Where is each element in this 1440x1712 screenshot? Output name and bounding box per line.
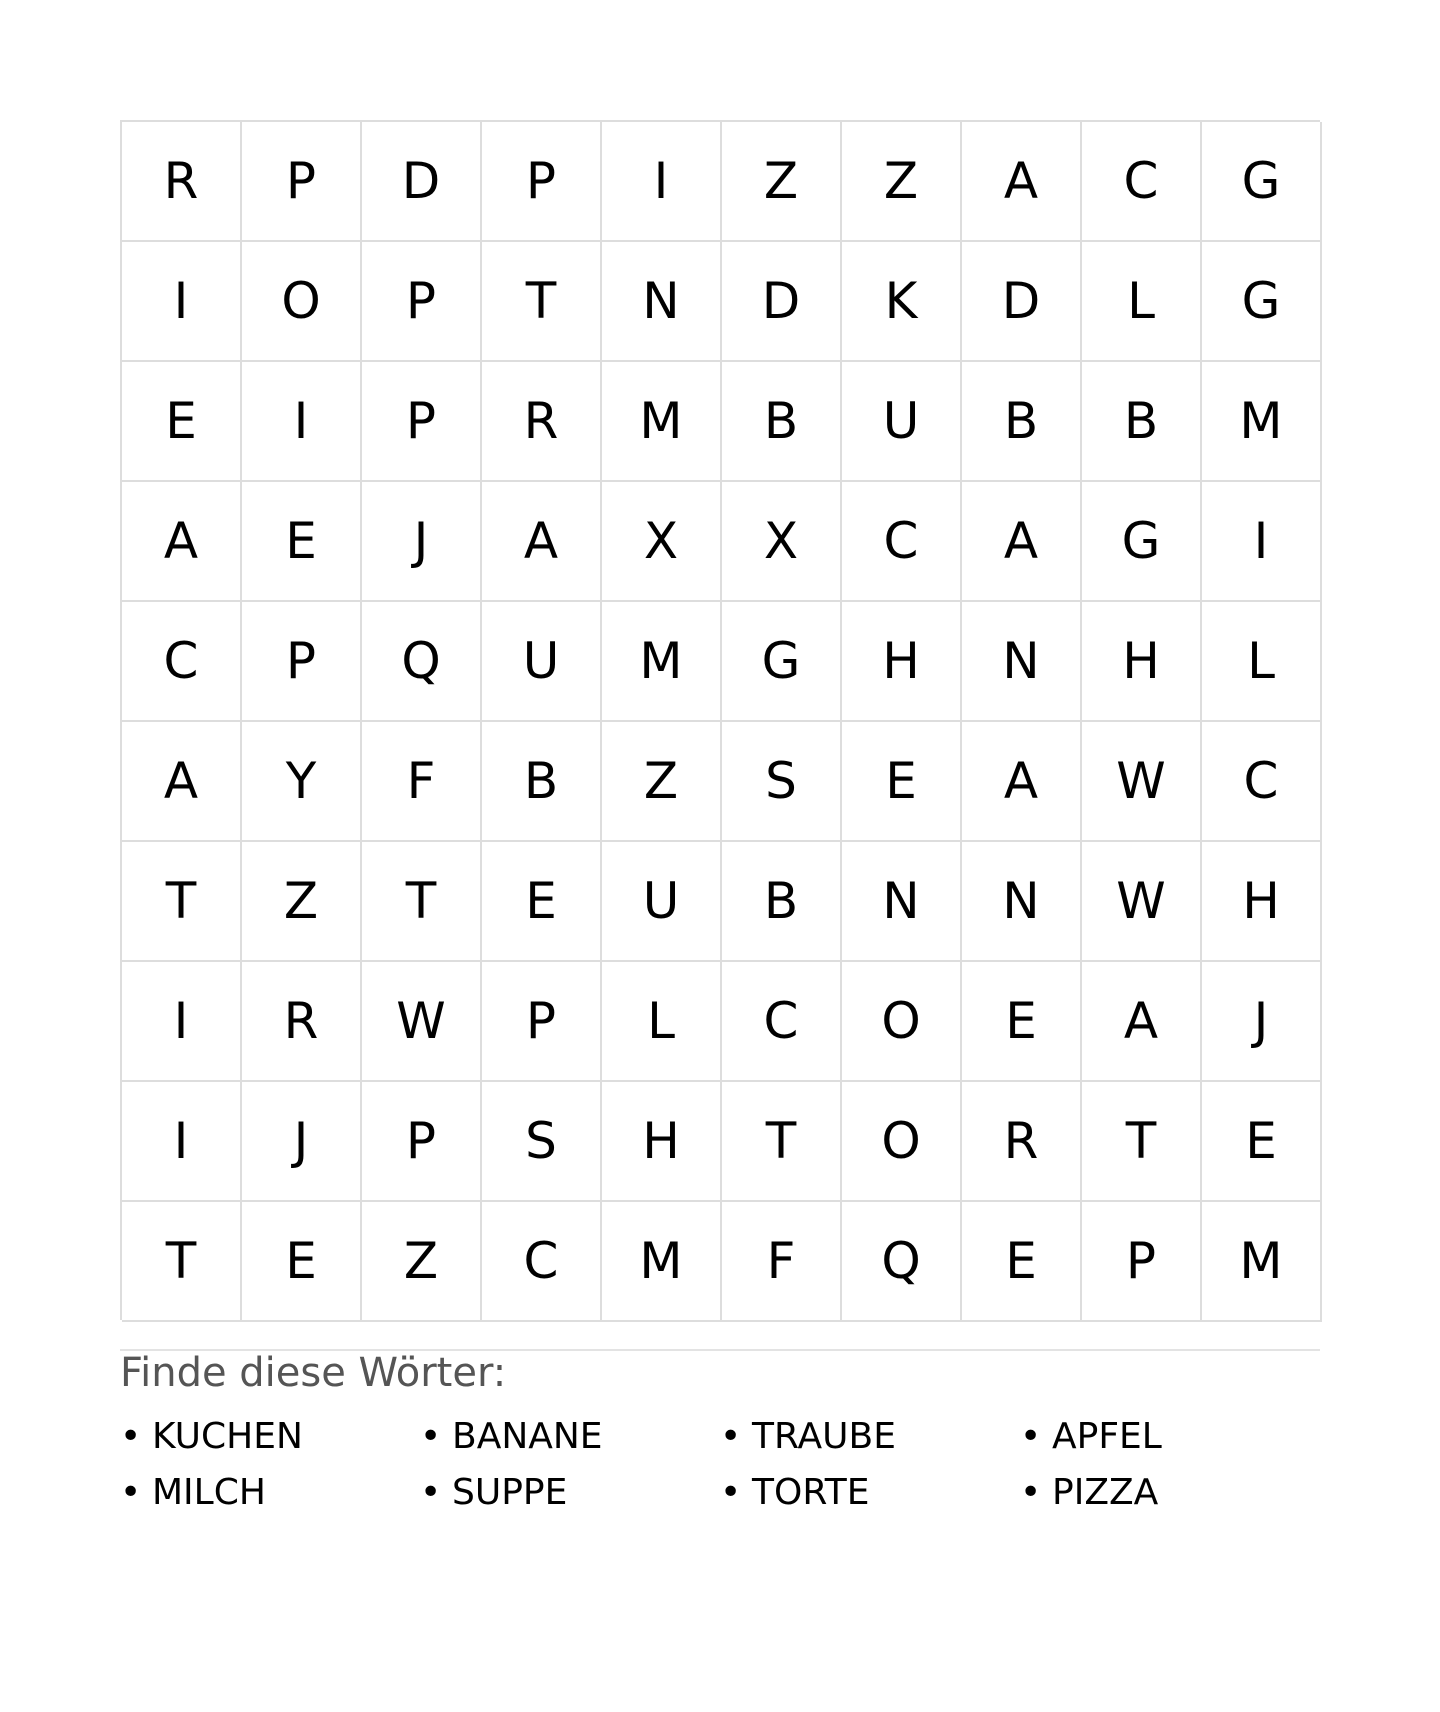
word-label: APFEL xyxy=(1052,1415,1162,1457)
grid-cell[interactable]: Y xyxy=(242,722,362,842)
grid-cell[interactable]: C xyxy=(722,962,842,1082)
grid-cell[interactable]: W xyxy=(362,962,482,1082)
grid-cell[interactable]: Q xyxy=(842,1202,962,1322)
grid-cell[interactable]: O xyxy=(842,962,962,1082)
grid-cell[interactable]: P xyxy=(362,242,482,362)
grid-cell[interactable]: R xyxy=(122,122,242,242)
bullet-icon: • xyxy=(120,1415,142,1457)
grid-cell[interactable]: Q xyxy=(362,602,482,722)
grid-cell[interactable]: P xyxy=(482,122,602,242)
grid-cell[interactable]: J xyxy=(242,1082,362,1202)
grid-cell[interactable]: D xyxy=(722,242,842,362)
grid-cell[interactable]: F xyxy=(722,1202,842,1322)
grid-cell[interactable]: A xyxy=(122,482,242,602)
grid-cell[interactable]: A xyxy=(1082,962,1202,1082)
word-label: TORTE xyxy=(752,1471,870,1513)
grid-cell[interactable]: T xyxy=(722,1082,842,1202)
grid-cell[interactable]: A xyxy=(962,722,1082,842)
bullet-icon: • xyxy=(1020,1415,1042,1457)
word-list-item xyxy=(120,1408,420,1464)
grid-cell[interactable]: C xyxy=(1082,122,1202,242)
grid-cell[interactable]: D xyxy=(962,242,1082,362)
grid-cell[interactable]: P xyxy=(482,962,602,1082)
bullet-icon: • xyxy=(720,1471,742,1513)
grid-cell[interactable]: Z xyxy=(242,842,362,962)
grid-cell[interactable]: E xyxy=(242,482,362,602)
grid-cell[interactable]: H xyxy=(1202,842,1322,962)
grid-cell[interactable]: O xyxy=(842,1082,962,1202)
grid-cell[interactable]: A xyxy=(962,122,1082,242)
bullet-icon: • xyxy=(720,1415,742,1457)
grid-cell[interactable]: H xyxy=(602,1082,722,1202)
grid-cell[interactable]: L xyxy=(1082,242,1202,362)
grid-cell[interactable]: B xyxy=(962,362,1082,482)
grid-cell[interactable]: U xyxy=(842,362,962,482)
grid-cell[interactable]: E xyxy=(242,1202,362,1322)
grid-cell[interactable]: Z xyxy=(842,122,962,242)
grid-cell[interactable]: G xyxy=(1202,242,1322,362)
word-list-item xyxy=(720,1408,1020,1464)
grid-cell[interactable]: E xyxy=(122,362,242,482)
word-list-item xyxy=(420,1408,720,1464)
grid-cell[interactable]: P xyxy=(362,362,482,482)
word-label: MILCH xyxy=(152,1471,266,1513)
grid-cell[interactable]: B xyxy=(1082,362,1202,482)
word-label: SUPPE xyxy=(452,1471,568,1513)
grid-cell[interactable]: X xyxy=(602,482,722,602)
grid-cell[interactable]: M xyxy=(602,1202,722,1322)
grid-cell[interactable]: Z xyxy=(722,122,842,242)
grid-cell[interactable]: L xyxy=(602,962,722,1082)
grid-cell[interactable]: C xyxy=(1202,722,1322,842)
grid-cell[interactable]: A xyxy=(482,482,602,602)
grid-cell[interactable]: G xyxy=(1202,122,1322,242)
grid-cell[interactable]: I xyxy=(1202,482,1322,602)
word-label: BANANE xyxy=(452,1415,603,1457)
grid-cell[interactable]: J xyxy=(362,482,482,602)
grid-cell[interactable]: D xyxy=(362,122,482,242)
letter-grid xyxy=(120,120,1320,1320)
grid-cell[interactable]: T xyxy=(122,1202,242,1322)
word-list xyxy=(120,1408,1320,1520)
grid-cell[interactable]: M xyxy=(1202,1202,1322,1322)
grid-cell[interactable]: I xyxy=(602,122,722,242)
grid-cell[interactable]: E xyxy=(962,962,1082,1082)
grid-cell[interactable]: P xyxy=(242,122,362,242)
word-label: TRAUBE xyxy=(752,1415,896,1457)
grid-cell[interactable]: W xyxy=(1082,842,1202,962)
grid-cell[interactable]: O xyxy=(242,242,362,362)
grid-cell[interactable]: H xyxy=(1082,602,1202,722)
grid-cell[interactable]: E xyxy=(1202,1082,1322,1202)
grid-cell[interactable]: T xyxy=(122,842,242,962)
grid-cell[interactable]: R xyxy=(242,962,362,1082)
grid-cell[interactable]: E xyxy=(482,842,602,962)
bullet-icon: • xyxy=(420,1415,442,1457)
grid-cell[interactable]: T xyxy=(482,242,602,362)
grid-cell[interactable]: T xyxy=(362,842,482,962)
grid-cell[interactable]: A xyxy=(122,722,242,842)
grid-cell[interactable]: R xyxy=(482,362,602,482)
grid-cell[interactable]: H xyxy=(842,602,962,722)
grid-cell[interactable]: Z xyxy=(362,1202,482,1322)
word-list-item xyxy=(1020,1408,1320,1464)
grid-cell[interactable]: R xyxy=(962,1082,1082,1202)
word-list-item xyxy=(720,1464,1020,1520)
grid-cell[interactable]: E xyxy=(962,1202,1082,1322)
grid-cell[interactable]: I xyxy=(242,362,362,482)
grid-cell[interactable]: P xyxy=(1082,1202,1202,1322)
grid-cell[interactable]: Z xyxy=(602,722,722,842)
word-list-item xyxy=(1020,1464,1320,1520)
grid-cell[interactable]: N xyxy=(962,602,1082,722)
grid-cell[interactable]: U xyxy=(602,842,722,962)
grid-cell[interactable]: B xyxy=(722,362,842,482)
grid-cell[interactable]: U xyxy=(482,602,602,722)
grid-cell[interactable]: T xyxy=(1082,1082,1202,1202)
word-list-item xyxy=(420,1464,720,1520)
grid-cell[interactable]: G xyxy=(722,602,842,722)
grid-cell[interactable]: L xyxy=(1202,602,1322,722)
grid-cell[interactable]: A xyxy=(962,482,1082,602)
word-list-item xyxy=(120,1464,420,1520)
grid-cell[interactable]: E xyxy=(842,722,962,842)
grid-cell[interactable]: B xyxy=(482,722,602,842)
word-label: KUCHEN xyxy=(152,1415,303,1457)
word-label: PIZZA xyxy=(1052,1471,1159,1513)
grid-cell[interactable]: X xyxy=(722,482,842,602)
grid-cell[interactable]: G xyxy=(1082,482,1202,602)
grid-cell[interactable]: I xyxy=(122,962,242,1082)
grid-cell[interactable]: K xyxy=(842,242,962,362)
grid-cell[interactable]: S xyxy=(722,722,842,842)
grid-cell[interactable]: C xyxy=(482,1202,602,1322)
grid-cell[interactable]: P xyxy=(362,1082,482,1202)
grid-cell[interactable]: N xyxy=(962,842,1082,962)
grid-cell[interactable]: W xyxy=(1082,722,1202,842)
grid-cell[interactable]: J xyxy=(1202,962,1322,1082)
bullet-icon: • xyxy=(420,1471,442,1513)
grid-cell[interactable]: F xyxy=(362,722,482,842)
word-list-heading: Finde diese Wörter: xyxy=(120,1350,507,1396)
grid-cell[interactable]: C xyxy=(122,602,242,722)
grid-cell[interactable]: N xyxy=(602,242,722,362)
grid-cell[interactable]: N xyxy=(842,842,962,962)
grid-cell[interactable]: M xyxy=(602,602,722,722)
bullet-icon: • xyxy=(1020,1471,1042,1513)
grid-cell[interactable]: S xyxy=(482,1082,602,1202)
grid-cell[interactable]: M xyxy=(1202,362,1322,482)
grid-cell[interactable]: P xyxy=(242,602,362,722)
bullet-icon: • xyxy=(120,1471,142,1513)
grid-cell[interactable]: B xyxy=(722,842,842,962)
grid-cell[interactable]: I xyxy=(122,242,242,362)
grid-cell[interactable]: I xyxy=(122,1082,242,1202)
grid-cell[interactable]: M xyxy=(602,362,722,482)
grid-cell[interactable]: C xyxy=(842,482,962,602)
